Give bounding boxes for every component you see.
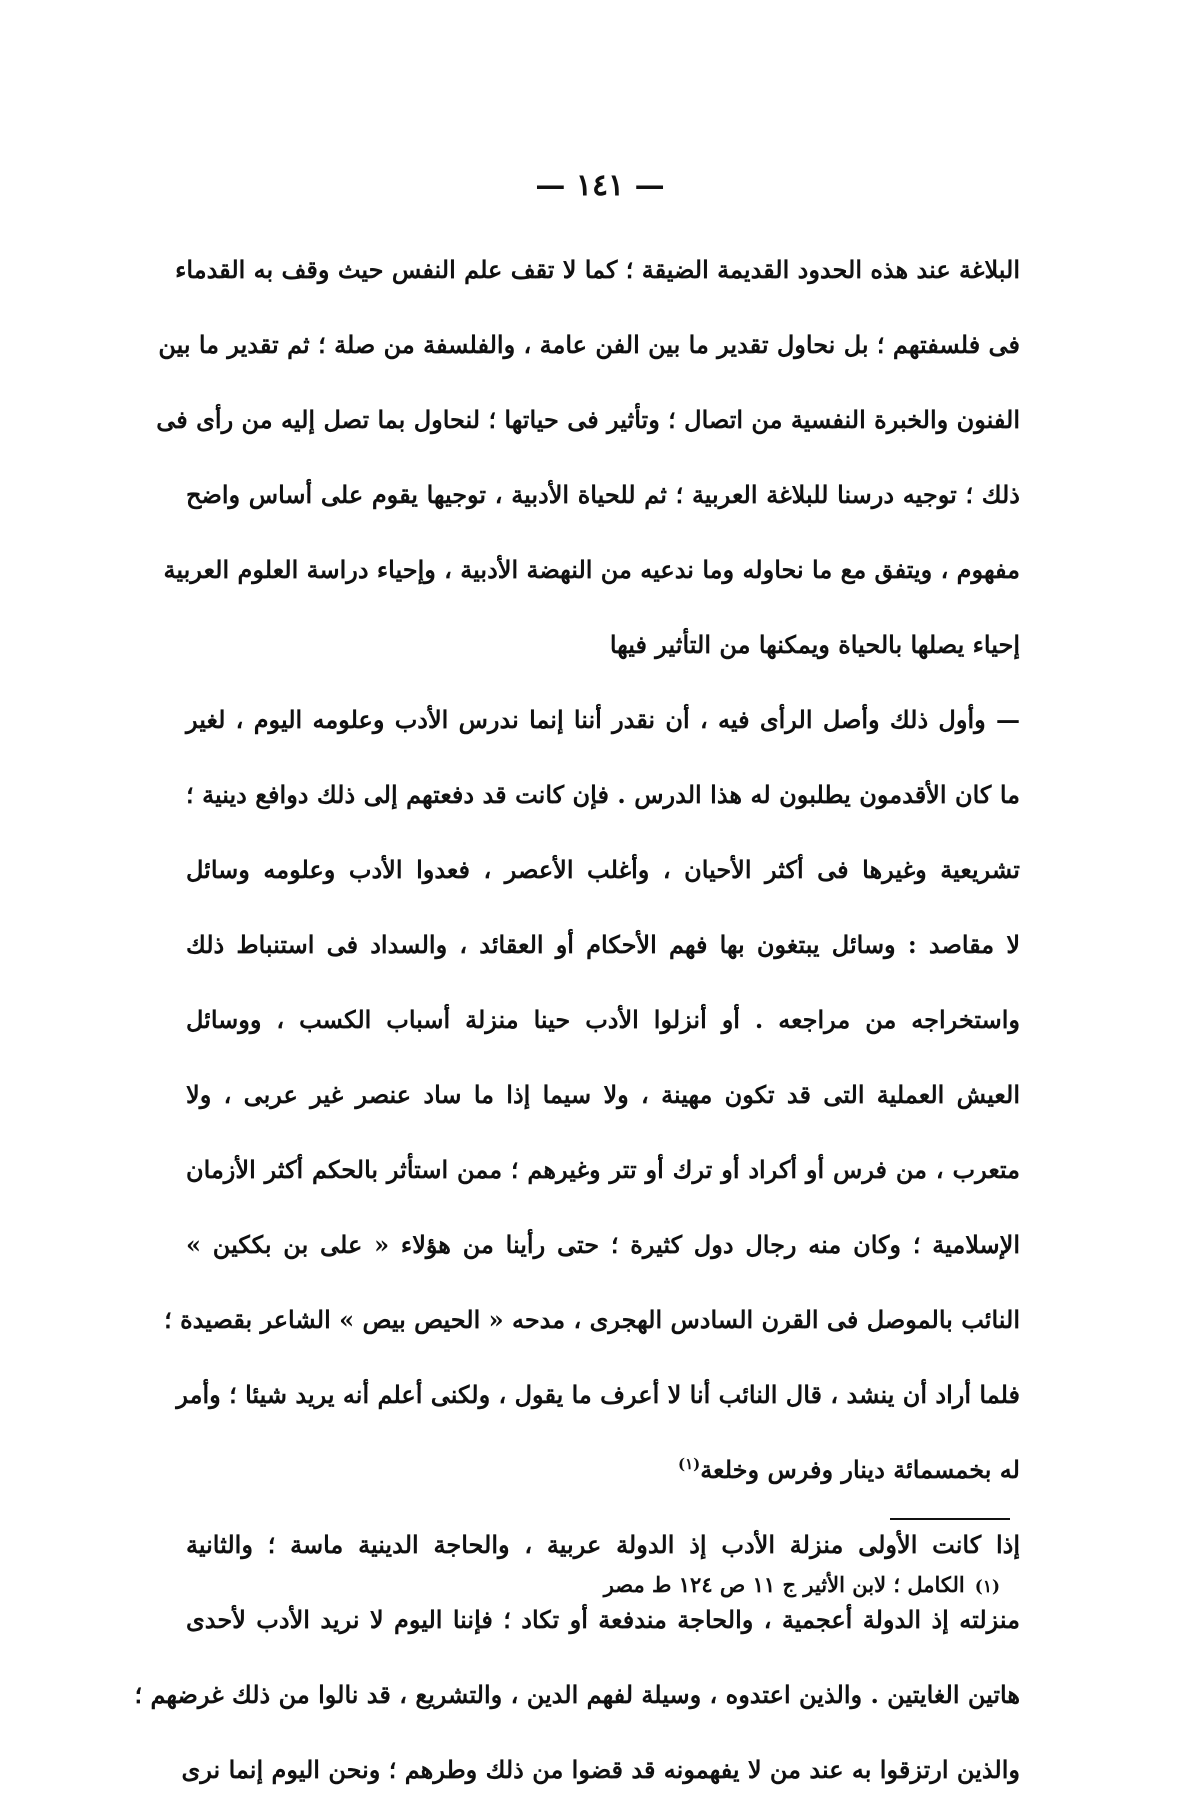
text-line: إذا كانت الأولى منزلة الأدب إذ الدولة عربية ، والحاجة الدينية ماسة ؛ والثانية (186, 1530, 1020, 1559)
text-line: — وأول ذلك وأصل الرأى فيه ، أن نقدر أننا إنما ندرس الأدب وعلومه اليوم ، لغير (186, 705, 1020, 734)
footnote-marker: (١) (974, 1577, 1000, 1597)
text-line-with-footnote (186, 1432, 1020, 1507)
text-line: إحياء يصلها بالحياة ويمكنها من التأثير فيها (609, 630, 1020, 659)
text-line: الفنون والخبرة النفسية من اتصال ؛ وتأثير فى حياتها ؛ لنحاول بما تصل إليه من رأى فى (156, 405, 1020, 434)
text-line: فى فلسفتهم ؛ بل نحاول تقدير ما بين الفن عامة ، والفلسفة من صلة ؛ ثم تقدير ما بين (158, 330, 1020, 359)
footnote-reference: (١) (677, 1455, 701, 1473)
footnote-text: الكامل ؛ لابن الأثير ج ١١ ص ١٢٤ ط مصر (603, 1572, 965, 1597)
text-line: العيش العملية التى قد تكون مهينة ، ولا سيما إذا ما ساد عنصر غير عربى ، ولا (186, 1080, 1020, 1109)
text-line: فلما أراد أن ينشد ، قال النائب أنا لا أعرف ما يقول ، ولكنى أعلم أنه يريد شيئا ؛ وأمر (176, 1380, 1020, 1409)
text-line: هاتين الغايتين . والذين اعتدوه ، وسيلة لفهم الدين ، والتشريع ، قد نالوا من ذلك غرضهم ؛ (134, 1680, 1020, 1709)
footnote (400, 1572, 1000, 1597)
text-line: والذين ارتزقوا به عند من لا يفهمونه قد قضوا من ذلك وطرهم ؛ ونحن اليوم إنما نرى (181, 1755, 1020, 1784)
text-line: الإسلامية ؛ وكان منه رجال دول كثيرة ؛ حتى رأينا من هؤلاء « على بن بككين » (186, 1230, 1020, 1259)
text-line: النائب بالموصل فى القرن السادس الهجرى ، مدحه « الحيص بيص » الشاعر بقصيدة ؛ (164, 1305, 1020, 1334)
text-line-content: له بخمسمائة دينار وفرس وخلعة (700, 1455, 1020, 1484)
text-line: منزلته إذ الدولة أعجمية ، والحاجة مندفعة أو تكاد ؛ فإننا اليوم لا نريد الأدب لأحدى (186, 1605, 1020, 1634)
text-line: واستخراجه من مراجعه . أو أنزلوا الأدب حينا منزلة أسباب الكسب ، ووسائل (186, 1005, 1020, 1034)
text-line: مفهوم ، ويتفق مع ما نحاوله وما ندعيه من النهضة الأدبية ، وإحياء دراسة العلوم العربية (163, 555, 1020, 584)
text-line: ما كان الأقدمون يطلبون له هذا الدرس . فإن كانت قد دفعتهم إلى ذلك دوافع دينية ؛ (186, 780, 1020, 809)
footnote-divider (890, 1518, 1010, 1520)
text-line: تشريعية وغيرها فى أكثر الأحيان ، وأغلب الأعصر ، فعدوا الأدب وعلومه وسائل (186, 855, 1020, 884)
text-line: لا مقاصد : وسائل يبتغون بها فهم الأحكام أو العقائد ، والسداد فى استنباط ذلك (186, 930, 1020, 959)
text-line: ذلك ؛ توجيه درسنا للبلاغة العربية ؛ ثم للحياة الأدبية ، توجيها يقوم على أساس واضح (186, 480, 1020, 509)
text-line: متعرب ، من فرس أو أكراد أو ترك أو تتر وغيرهم ؛ ممن استأثر بالحكم أكثر الأزمان (186, 1155, 1020, 1184)
body-text (134, 232, 1020, 1807)
page-number: — ١٤١ — (535, 168, 665, 203)
text-line: البلاغة عند هذه الحدود القديمة الضيقة ؛ كما لا تقف علم النفس حيث وقف به القدماء (175, 255, 1020, 284)
